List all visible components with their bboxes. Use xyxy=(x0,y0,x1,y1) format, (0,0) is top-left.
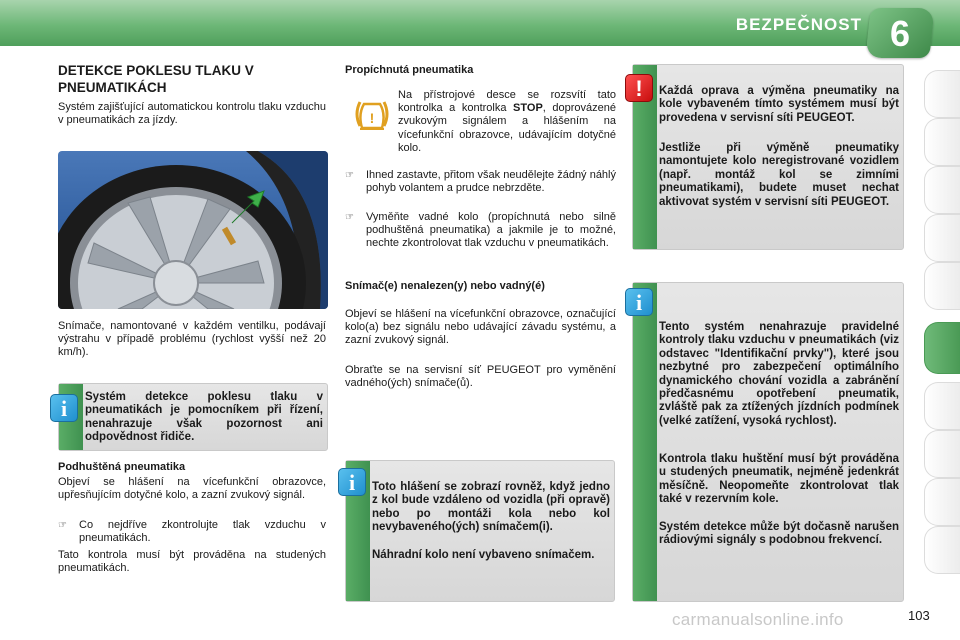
info-box-spare-text: Náhradní kolo není vybaveno snímačem. xyxy=(372,549,595,561)
info-box-system xyxy=(632,282,904,602)
side-tab-3[interactable] xyxy=(924,166,960,214)
sensor-missing-title: Snímač(e) nenalezen(y) nebo vadný(é) xyxy=(345,280,545,292)
info-box-text: Systém detekce poklesu tlaku v pneumatikách je pomocníkem při řízení, nenahrazuje však pozornost ani odpovědnost řidiče. xyxy=(85,391,323,444)
svg-text:!: ! xyxy=(369,110,375,126)
underinflated-text: Objeví se hlášení na vícefunkční obrazovce, upřesňujícím dotyčné kolo, a zazní zvukový signál. xyxy=(58,476,326,502)
underinflated-bullet-text: Co nejdříve zkontrolujte tlak vzduchu v pneumatikách. xyxy=(79,519,326,545)
info-box-driver xyxy=(58,383,328,451)
chapter-number: 6 xyxy=(889,13,911,54)
underinflated-note: Tato kontrola musí být prováděna na studených pneumatikách. xyxy=(58,549,326,575)
side-tab-active[interactable] xyxy=(924,322,960,374)
punctured-bullet-1-text: Ihned zastavte, přitom však neudělejte žádný náhlý pohyb volantem a prudce nebrzděte. xyxy=(366,169,616,195)
intro-text: Systém zajišťující automatickou kontrolu tlaku vzduchu v pneumatikách za jízdy. xyxy=(58,101,326,127)
stop-label: STOP xyxy=(513,102,543,115)
warning-text-2: Jestliže při výměně pneumatiky namontujete kolo neregistrované vozidlem (např. montáž kol se zimními pneumatikami), budete muset nechat aktivovat systém v servisní síti PEUGEOT. xyxy=(659,142,899,208)
bullet-icon: ☞ xyxy=(345,212,354,223)
info-system-text-3: Systém detekce může být dočasně narušen rádiovými signály s podobnou frekvencí. xyxy=(659,521,899,547)
tire-illustration xyxy=(58,151,328,309)
underinflated-title: Podhuštěná pneumatika xyxy=(58,461,186,473)
punctured-text-1: Na přístrojové desce se rozsvítí tato kontrolka a kontrolka xyxy=(398,89,616,115)
page-number: 103 xyxy=(908,608,930,623)
tire-valve-image xyxy=(58,151,328,309)
side-tab-5[interactable] xyxy=(924,262,960,310)
chapter-title: BEZPEČNOST xyxy=(735,15,862,34)
side-tab-8[interactable] xyxy=(924,430,960,478)
info-icon: i xyxy=(50,394,78,422)
info-system-text-1: Tento systém nenahrazuje pravidelné kontroly tlaku vzduchu v pneumatikách (viz odstavec "Identifikační prvky"), které jsou nezbytné pro zabezpečení optimálního dynamického chování vozidla a zabránění předčasnému opotřebení pneumatik, zvláště pak za ztížených jízdních podmínek (velké zatížení, vysoká rychlost). xyxy=(659,321,899,427)
tire-pressure-warning-icon xyxy=(352,96,392,132)
underinflated-bullet xyxy=(58,519,326,545)
info-box-message-text: Toto hlášení se zobrazí rovněž, když jedno z kol bude vzdáleno od vozidla (při opravě) nebo po montáži kola nebo kol nevybaveného(ých) snímačem(i). xyxy=(372,481,610,534)
bullet-icon: ☞ xyxy=(58,520,67,531)
side-tab-10[interactable] xyxy=(924,526,960,574)
punctured-text xyxy=(398,89,616,155)
sensor-missing-text: Objeví se hlášení na vícefunkční obrazovce, označující kolo(a) bez signálu nebo udávající závadu systému, a zazní zvukový signál. xyxy=(345,308,616,347)
warning-icon: ! xyxy=(625,74,653,102)
warning-text-1: Každá oprava a výměna pneumatiky na kole vybaveném tímto systémem musí být provedena v servisní síti PEUGEOT. xyxy=(659,85,899,124)
side-tab-7[interactable] xyxy=(924,382,960,430)
info-box-message xyxy=(345,460,615,602)
punctured-bullet-2 xyxy=(345,211,616,251)
side-tab-2[interactable] xyxy=(924,118,960,166)
watermark: carmanualsonline.info xyxy=(672,610,844,629)
bullet-icon: ☞ xyxy=(345,170,354,181)
sensor-service-text: Obraťte se na servisní síť PEUGEOT pro vyměnění vadného(ých) snímače(ů). xyxy=(345,364,616,390)
info-icon: i xyxy=(338,468,366,496)
section-title: DETEKCE POKLESU TLAKU V PNEUMATIKÁCH xyxy=(58,63,254,95)
punctured-bullet-2-text: Vyměňte vadné kolo (propíchnutá nebo silně podhuštěná pneumatika) a jakmile je to možné, nechte zkontrolovat tlak vzduchu v pneumatikách. xyxy=(366,211,616,250)
info-icon: i xyxy=(625,288,653,316)
side-tab-1[interactable] xyxy=(924,70,960,118)
punctured-text-2: , doprovázené zvukovým signálem a hlášením na vícefunkční obrazovce, udávajícím dotyčné kolo. xyxy=(398,102,617,154)
side-tab-4[interactable] xyxy=(924,214,960,262)
punctured-bullet-1 xyxy=(345,169,616,195)
sensor-text: Snímače, namontované v každém ventilku, podávají výstrahu v případě problému (rychlost vyšší než 20 km/h). xyxy=(58,320,326,359)
info-stripe xyxy=(633,283,657,601)
info-system-text-2: Kontrola tlaku huštění musí být prováděna u studených pneumatik, nejméně jedenkrát měsíčně. Neopomeňte zkontrolovat tlak také v rezervním kole. xyxy=(659,453,899,506)
side-tab-9[interactable] xyxy=(924,478,960,526)
punctured-title: Propíchnutá pneumatika xyxy=(345,64,474,76)
warning-box xyxy=(632,64,904,250)
